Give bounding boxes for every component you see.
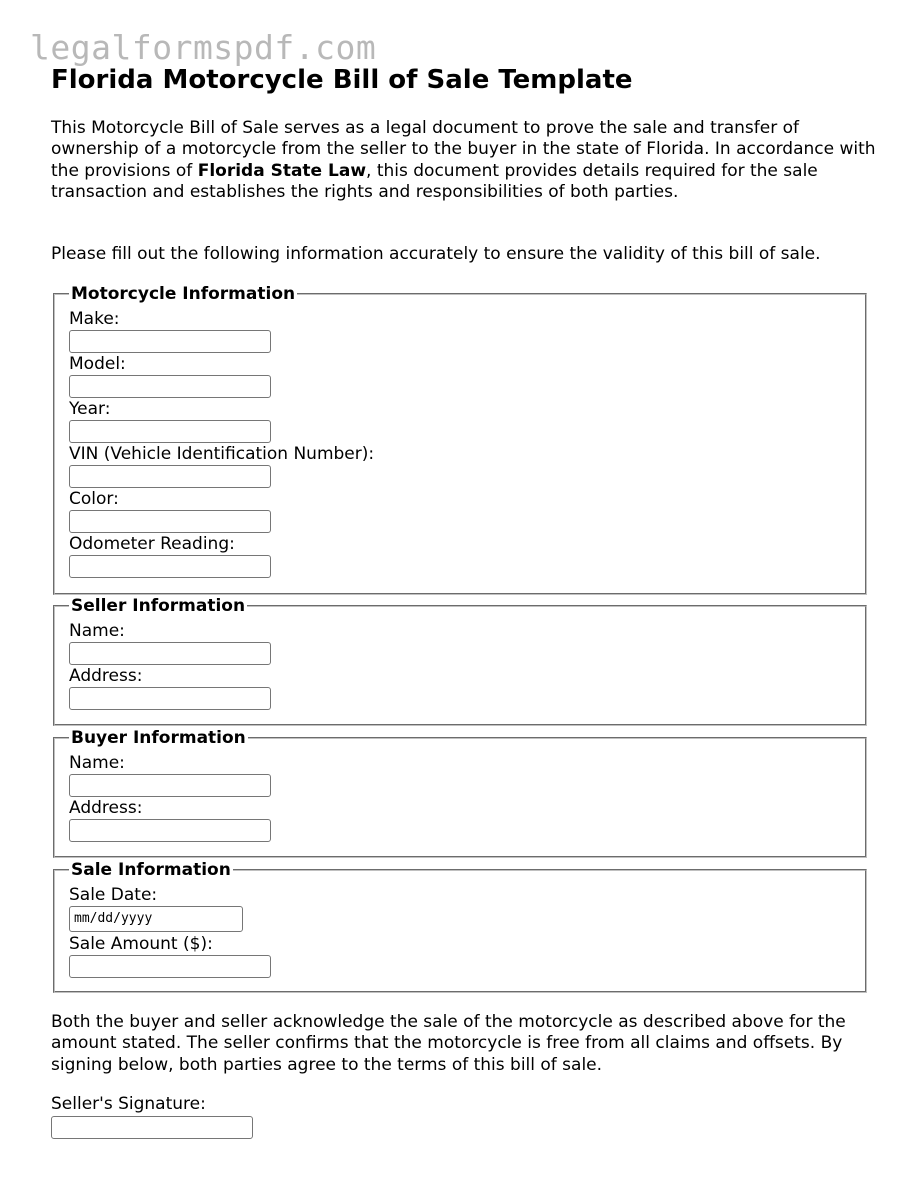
sale-info-section <box>53 860 867 993</box>
year-label: Year: <box>69 399 111 419</box>
buyer-info-legend: Buyer Information <box>71 728 246 748</box>
site-watermark: legalformspdf.com <box>30 28 377 67</box>
acknowledgment-text: Both the buyer and seller acknowledge the sale of the motorcycle as described above for the amount stated. The seller confirms that the motorcycle is free from all claims and offsets. By signing below, both parties agree to the terms of this bill of sale. <box>51 1012 846 1075</box>
make-input[interactable] <box>69 330 271 353</box>
color-input[interactable] <box>69 510 271 533</box>
seller-info-legend: Seller Information <box>71 596 246 616</box>
sale-amount-label: Sale Amount ($): <box>69 934 213 954</box>
page-title: Florida Motorcycle Bill of Sale Template <box>51 65 633 95</box>
model-label: Model: <box>69 354 126 374</box>
seller-signature-label: Seller's Signature: <box>51 1094 206 1114</box>
buyer-address-input[interactable] <box>69 819 271 842</box>
color-label: Color: <box>69 489 119 509</box>
seller-name-input[interactable] <box>69 642 271 665</box>
year-input[interactable] <box>69 420 271 443</box>
sale-date-input[interactable]: mm/dd/yyyy <box>69 906 243 932</box>
motorcycle-info-legend: Motorcycle Information <box>71 284 296 304</box>
buyer-name-input[interactable] <box>69 774 271 797</box>
motorcycle-info-section <box>53 284 867 595</box>
seller-name-label: Name: <box>69 621 125 641</box>
instructions-text: Please fill out the following information accurately to ensure the validity of this bill of sale. <box>51 244 821 264</box>
buyer-address-label: Address: <box>69 798 143 818</box>
sale-amount-input[interactable] <box>69 955 271 978</box>
intro-text-start: This Motorcycle Bill of Sale serves as a legal document to prove the sale and transfer of ownership of a motorcycle from the seller to the buyer in the state of Florida. In accordance with the provisions of <box>51 118 876 181</box>
buyer-info-section <box>53 728 867 858</box>
seller-info-section <box>53 596 867 726</box>
odometer-label: Odometer Reading: <box>69 534 235 554</box>
intro-text-end: , this document provides details required for the sale transaction and establishes the rights and responsibilities of both parties. <box>51 160 818 203</box>
sale-date-label: Sale Date: <box>69 885 158 905</box>
sale-info-legend: Sale Information <box>71 860 231 880</box>
buyer-name-label: Name: <box>69 753 125 773</box>
odometer-input[interactable] <box>69 555 271 578</box>
model-input[interactable] <box>69 375 271 398</box>
seller-address-input[interactable] <box>69 687 271 710</box>
vin-label: VIN (Vehicle Identification Number): <box>69 444 375 464</box>
seller-address-label: Address: <box>69 666 143 686</box>
intro-law-reference: Florida State Law <box>197 160 367 181</box>
make-label: Make: <box>69 309 120 329</box>
intro-paragraph <box>51 118 881 204</box>
seller-signature-input[interactable] <box>51 1116 253 1139</box>
vin-input[interactable] <box>69 465 271 488</box>
